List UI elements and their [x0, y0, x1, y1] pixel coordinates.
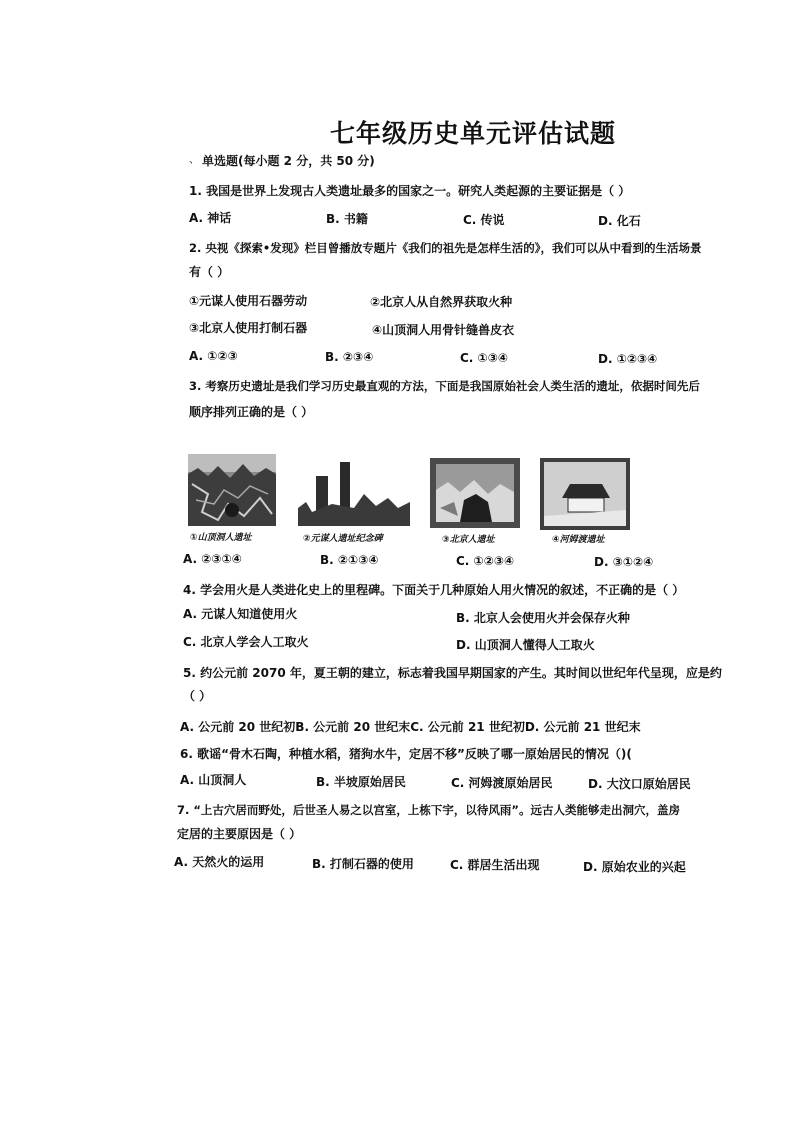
photo-yuanmou-monument: [298, 456, 410, 526]
q7-stem-line1: 7. “上古穴居而野处，后世圣人易之以宫室，上栋下宇，以待风雨”。远古人类能够走出洞穴，盖房: [177, 803, 680, 817]
photo-peking-man-site: [430, 458, 520, 528]
q4-option-b: B. 北京人会使用火并会保存火种: [456, 611, 630, 625]
q3-option-c: C. ①②③④: [456, 554, 515, 568]
q3-option-a: A. ②③①④: [183, 552, 242, 566]
q1-option-c: C. 传说: [463, 213, 505, 227]
q2-stem-line1: 2. 央视《探索•发现》栏目曾播放专题片《我们的祖先是怎样生活的》，我们可以从中看到的生活场景: [189, 241, 702, 255]
q4-option-d: D. 山顶洞人懂得人工取火: [456, 638, 595, 652]
photo-zhoukoudian-upper-cave: [188, 454, 276, 526]
q7-option-c: C. 群居生活出现: [450, 858, 540, 872]
q4-stem: 4. 学会用火是人类进化史上的里程碑。下面关于几种原始人用火情况的叙述，不正确的是（ ）: [183, 583, 685, 597]
q4-option-a: A. 元谋人知道使用火: [183, 607, 298, 621]
q5-options: A. 公元前 20 世纪初B. 公元前 20 世纪末C. 公元前 21 世纪初D. 公元前 21 世纪末: [180, 720, 641, 734]
q3-stem-line2: 顺序排列正确的是（ ）: [189, 405, 314, 419]
section-heading: 单选题(每小题 2 分，共 50 分): [202, 154, 375, 168]
q6-option-b: B. 半坡原始居民: [316, 775, 406, 789]
q2-item-3: ③北京人使用打制石器: [189, 321, 308, 335]
photo-hemudu-site: [540, 458, 630, 530]
q3-caption-3: ③北京人遗址: [442, 535, 495, 545]
q2-option-a: A. ①②③: [189, 349, 238, 363]
q4-option-c: C. 北京人学会人工取火: [183, 635, 309, 649]
q1-stem: 1. 我国是世界上发现古人类遗址最多的国家之一。研究人类起源的主要证据是（ ）: [189, 184, 631, 198]
q2-option-c: C. ①③④: [460, 351, 509, 365]
q2-option-b: B. ②③④: [325, 350, 374, 364]
q7-option-a: A. 天然火的运用: [174, 855, 265, 869]
q5-stem-line1: 5. 约公元前 2070 年，夏王朝的建立，标志着我国早期国家的产生。其时间以世纪年代呈现，应是约: [183, 666, 722, 680]
q1-option-b: B. 书籍: [326, 212, 368, 226]
section-bullet: 、: [189, 155, 199, 166]
q1-option-d: D. 化石: [598, 214, 641, 228]
q6-option-a: A. 山顶洞人: [180, 773, 247, 787]
q6-option-d: D. 大汶口原始居民: [588, 777, 691, 791]
exam-title: 七年级历史单元评估试题: [330, 119, 617, 148]
q3-caption-2: ②元谋人遗址纪念碑: [303, 534, 383, 544]
q7-stem-line2: 定居的主要原因是（ ）: [177, 827, 302, 841]
q2-option-d: D. ①②③④: [598, 352, 658, 366]
q3-caption-1: ①山顶洞人遗址: [190, 533, 252, 543]
q3-stem-line1: 3. 考察历史遗址是我们学习历史最直观的方法，下面是我国原始社会人类生活的遗址，依据时间先后: [189, 379, 700, 393]
q2-stem-line2: 有（ ）: [189, 265, 230, 279]
q3-caption-4: ④河姆渡遗址: [552, 535, 605, 545]
q3-option-d: D. ③①②④: [594, 555, 654, 569]
q6-option-c: C. 河姆渡原始居民: [451, 776, 553, 790]
q6-stem: 6. 歌谣“骨木石陶，种植水稻，猪狗水牛，定居不移”反映了哪一原始居民的情况（)(: [180, 747, 632, 761]
q1-option-a: A. 神话: [189, 211, 232, 225]
q2-item-1: ①元谋人使用石器劳动: [189, 294, 308, 308]
q3-option-b: B. ②①③④: [320, 553, 379, 567]
q7-option-d: D. 原始农业的兴起: [583, 860, 686, 874]
q2-item-2: ②北京人从自然界获取火种: [370, 295, 513, 309]
q2-item-4: ④山顶洞人用骨针缝兽皮衣: [372, 323, 515, 337]
q7-option-b: B. 打制石器的使用: [312, 857, 414, 871]
q5-stem-line2: （ ）: [183, 689, 212, 703]
